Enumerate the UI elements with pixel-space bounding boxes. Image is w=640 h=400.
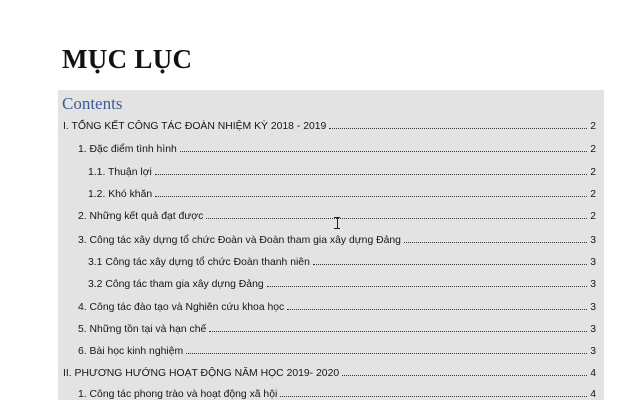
- toc-page-number: 4: [590, 368, 596, 379]
- toc-dot-leader: [186, 352, 587, 354]
- toc-entry[interactable]: [78, 297, 596, 313]
- toc-entry[interactable]: [78, 230, 596, 246]
- toc-page-number: 2: [590, 144, 596, 155]
- toc-page-number: 3: [590, 302, 596, 313]
- toc-dot-leader: [404, 241, 587, 243]
- toc-entry[interactable]: [88, 162, 596, 178]
- toc-dot-leader: [180, 150, 587, 152]
- toc-title: Contents: [62, 94, 123, 113]
- toc-entry[interactable]: [63, 363, 596, 379]
- toc-entry[interactable]: [63, 116, 596, 132]
- toc-page-number: 2: [590, 167, 596, 178]
- toc-dot-leader: [155, 195, 587, 197]
- toc-entry[interactable]: [78, 341, 596, 357]
- toc-entry[interactable]: [88, 274, 596, 290]
- toc-entry[interactable]: [78, 384, 596, 400]
- toc-entry[interactable]: [88, 252, 596, 268]
- toc-entry-text: 1.2. Khó khăn: [88, 189, 153, 200]
- toc-page-number: 3: [590, 346, 596, 357]
- toc-page-number: 3: [590, 235, 596, 246]
- text-cursor-icon: [334, 217, 340, 229]
- toc-dot-leader: [209, 330, 587, 332]
- toc-page-number: 3: [590, 257, 596, 268]
- toc-dot-leader: [329, 127, 587, 129]
- toc-entry-text: 3.1 Công tác xây dựng tổ chức Đoàn thanh niên: [88, 257, 310, 268]
- toc-entry-text: 5. Những tồn tại và hạn chế: [78, 324, 207, 335]
- toc-dot-leader: [313, 263, 587, 265]
- toc-dot-leader: [287, 308, 587, 310]
- toc-page-number: 4: [590, 389, 596, 400]
- toc-entry-text: 2. Những kết quả đạt được: [78, 211, 204, 222]
- toc-page-number: 3: [590, 279, 596, 290]
- toc-entry-text: 3.2 Công tác tham gia xây dựng Đảng: [88, 279, 264, 290]
- toc-entry-text: 1. Đặc điểm tình hình: [78, 144, 177, 155]
- toc-entry-text: 1. Công tác phong trào và hoạt động xã hội: [78, 389, 278, 400]
- toc-dot-leader: [280, 395, 587, 397]
- toc-entry-text: 6. Bài học kinh nghiệm: [78, 346, 184, 357]
- toc-dot-leader: [267, 285, 588, 287]
- toc-dot-leader: [155, 173, 587, 175]
- toc-entry-text: 1.1. Thuận lợi: [88, 167, 152, 178]
- page-heading: MỤC LỤC: [62, 44, 193, 74]
- toc-page-number: 2: [590, 189, 596, 200]
- toc-entry[interactable]: [78, 139, 596, 155]
- toc-entry-text: I. TỔNG KẾT CÔNG TÁC ĐOÀN NHIỆM KỲ 2018 - 2019: [63, 121, 327, 132]
- toc-entry-text: 3. Công tác xây dựng tổ chức Đoàn và Đoàn tham gia xây dựng Đảng: [78, 235, 401, 246]
- toc-page-number: 3: [590, 324, 596, 335]
- toc-dot-leader: [206, 217, 587, 219]
- toc-entry-text: 4. Công tác đào tạo và Nghiên cứu khoa học: [78, 302, 285, 313]
- toc-dot-leader: [342, 374, 587, 376]
- toc-page-number: 2: [590, 211, 596, 222]
- toc-entry[interactable]: [88, 184, 596, 200]
- toc-page-number: 2: [590, 121, 596, 132]
- toc-entry[interactable]: [78, 319, 596, 335]
- toc-entry-text: II. PHƯƠNG HƯỚNG HOẠT ĐỘNG NĂM HỌC 2019- 2020: [63, 368, 340, 379]
